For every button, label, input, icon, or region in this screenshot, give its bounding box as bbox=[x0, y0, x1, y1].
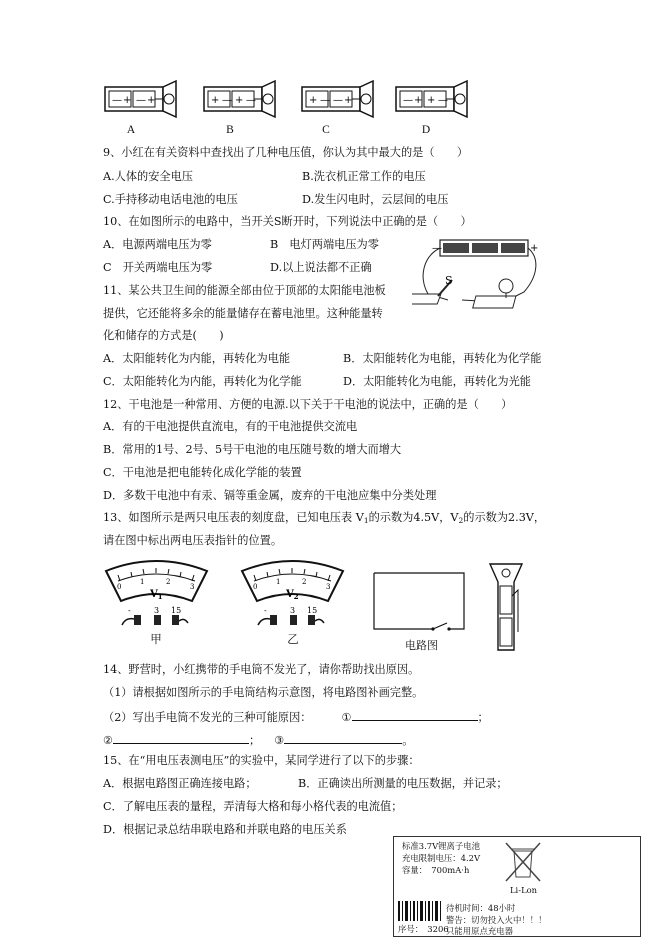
crossed-bin-icon bbox=[502, 841, 544, 883]
q12-option-a: A．有的干电池提供直流电，有的干电池提供交流电 bbox=[103, 420, 358, 433]
flashlight-label-b: B bbox=[226, 124, 234, 136]
battery-serial-text: 序号： 3206 bbox=[398, 924, 449, 934]
svg-text:—: — bbox=[136, 95, 146, 106]
flashlight-c-image bbox=[301, 79, 381, 119]
meter-a-caption: 甲 bbox=[150, 634, 162, 646]
q12-stem: 12、干电池是一种常用、方便的电源.以下关于干电池的说法中，正确的是（ ） bbox=[103, 398, 513, 411]
v1-terminal-minus: - bbox=[128, 606, 131, 615]
flashlight-label-a: A bbox=[126, 124, 136, 136]
q10-circuit-figure bbox=[412, 236, 546, 318]
q11-option-d: D．太阳能转化为电能，再转化为光能 bbox=[343, 375, 531, 388]
v2-symbol: $V_2$ bbox=[286, 589, 299, 601]
q11-option-c: C．太阳能转化为内能，再转化为化学能 bbox=[103, 375, 302, 388]
v2-terminal-15: 15 bbox=[307, 606, 318, 615]
q14-answer-blank-2[interactable] bbox=[113, 732, 249, 744]
q13-stem-line2: 请在图中标出两电压表指针的位置。 bbox=[103, 534, 283, 547]
circuit-diagram-figure bbox=[372, 571, 467, 633]
battery-warning-text: 警告：切勿投入火中！！！ bbox=[446, 915, 547, 925]
v2-scale-0: 0 bbox=[253, 583, 258, 591]
svg-text:—: — bbox=[432, 243, 442, 254]
svg-text:+: + bbox=[530, 243, 539, 254]
q13-stem-line1: 13、如图所示是两只电压表的刻度盘，已知电压表 $V_1$的示数为4.5V，$V_2$的示数为2.3V， bbox=[103, 511, 546, 525]
q15-step-c: C．了解电压表的量程，弄清每大格和每小格代表的电流值； bbox=[103, 800, 403, 813]
svg-text:+: + bbox=[344, 95, 353, 106]
q11-stem-line3: 化和储存的方式是( ) bbox=[103, 329, 224, 342]
circuit-diagram-caption: 电路图 bbox=[405, 639, 438, 652]
battery-label-line2: 充电限制电压：4.2V bbox=[402, 853, 480, 863]
q10-option-d: D.以上说法都不正确 bbox=[270, 261, 372, 274]
q10-option-c: C 开关两端电压为零 bbox=[103, 261, 213, 274]
v2-terminal-minus: - bbox=[264, 606, 267, 615]
v1-scale-2: 2 bbox=[166, 578, 171, 586]
v1-terminal-15: 15 bbox=[171, 606, 182, 615]
svg-text:—: — bbox=[438, 95, 448, 106]
q14-part1: （1）请根据如图所示的手电筒结构示意图，将电路图补画完整。 bbox=[103, 686, 424, 699]
svg-text:—: — bbox=[112, 95, 122, 106]
v2-scale-3: 3 bbox=[326, 583, 331, 591]
q11-option-b: B．太阳能转化为电能，再转化为化学能 bbox=[343, 352, 542, 365]
q15-stem: 15、在“用电压表测电压”的实验中，某同学进行了以下的步骤： bbox=[103, 754, 420, 767]
q14-answer-blank-1[interactable] bbox=[352, 709, 478, 721]
barcode-icon bbox=[398, 901, 442, 921]
v1-terminal-3: 3 bbox=[154, 606, 160, 615]
q12-option-d: D．多数干电池中有汞、镉等重金属，废弃的干电池应集中分类处理 bbox=[103, 489, 437, 502]
battery-charger-text: 只能用原点充电器 bbox=[446, 926, 513, 936]
q15-step-d: D．根据记录总结串联电路和并联电路的电压关系 bbox=[103, 823, 347, 836]
battery-label-line3: 容量： 700mA·h bbox=[402, 865, 470, 875]
battery-label-line1: 标准3.7V锂离子电池 bbox=[402, 841, 480, 851]
flashlight-label-d: D bbox=[421, 124, 431, 136]
svg-text:—: — bbox=[333, 95, 343, 106]
q11-option-a: A．太阳能转化为内能，再转化为电能 bbox=[103, 352, 291, 365]
v2-scale-2: 2 bbox=[302, 578, 307, 586]
flashlight-a-image bbox=[104, 79, 184, 119]
flashlight-d-image bbox=[395, 79, 475, 119]
svg-text:+: + bbox=[235, 95, 244, 106]
v2-scale-1: 1 bbox=[276, 578, 281, 586]
q14-stem: 14、野营时，小红携带的手电筒不发光了，请你帮助找出原因。 bbox=[103, 663, 420, 676]
battery-logo-text: Li-Lon bbox=[510, 885, 538, 895]
svg-text:—: — bbox=[222, 95, 232, 106]
battery-label-image bbox=[393, 836, 641, 937]
v1-scale-1: 1 bbox=[140, 578, 145, 586]
svg-text:—: — bbox=[403, 95, 413, 106]
q9-option-d: D.发生闪电时，云层间的电压 bbox=[302, 193, 449, 206]
svg-text:+: + bbox=[123, 95, 132, 106]
q9-option-b: B.洗衣机正常工作的电压 bbox=[302, 170, 426, 183]
svg-text:+: + bbox=[427, 95, 436, 106]
q14-answer-blank-3[interactable] bbox=[284, 732, 402, 744]
flashlight-label-c: C bbox=[322, 124, 330, 136]
q12-option-b: B．常用的1号、2号、5号干电池的电压随号数的增大而增大 bbox=[103, 443, 402, 456]
voltmeter-v2-figure bbox=[240, 557, 345, 629]
q9-stem: 9、小红在有关资料中查找出了几种电压值，你认为其中最大的是（ ） bbox=[103, 146, 469, 159]
v1-scale-3: 3 bbox=[190, 583, 195, 591]
q11-stem-line1: 11、某公共卫生间的能源全部由位于顶部的太阳能电池板 bbox=[103, 284, 386, 297]
v1-symbol: $V_1$ bbox=[150, 589, 163, 601]
svg-text:—: — bbox=[320, 95, 330, 106]
voltmeter-v1-figure bbox=[104, 557, 209, 629]
svg-text:+: + bbox=[309, 95, 318, 106]
battery-standby-text: 待机时间：48小时 bbox=[446, 903, 516, 913]
svg-text:+: + bbox=[414, 95, 423, 106]
flashlight-b-image bbox=[203, 79, 283, 119]
q9-option-c: C.手持移动电话电池的电压 bbox=[103, 193, 238, 206]
q11-stem-line2: 提供，它还能将多余的能量储存在蓄电池里。这种能量转 bbox=[103, 307, 383, 320]
flashlight-structure-figure bbox=[488, 562, 524, 654]
meter-b-caption: 乙 bbox=[287, 634, 299, 646]
v1-scale-0: 0 bbox=[117, 583, 122, 591]
q15-step-a: A．根据电路图正确连接电路； bbox=[103, 777, 257, 790]
q10-option-a: A．电源两端电压为零 bbox=[103, 238, 212, 251]
q10-stem: 10、在如图所示的电路中，当开关S断开时，下列说法中正确的是（ ） bbox=[103, 215, 472, 228]
q12-option-c: C．干电池是把电能转化成化学能的装置 bbox=[103, 466, 302, 479]
svg-text:+: + bbox=[147, 95, 156, 106]
q10-option-b: B 电灯两端电压为零 bbox=[270, 238, 379, 251]
q15-step-b: B．正确读出所测量的电压数据，并记录； bbox=[298, 777, 508, 790]
svg-text:+: + bbox=[211, 95, 220, 106]
q9-option-a: A.人体的安全电压 bbox=[103, 170, 193, 183]
switch-s-label: S bbox=[445, 274, 453, 287]
q14-part2: （2）写出手电筒不发光的三种可能原因： ① ； bbox=[103, 711, 489, 724]
q14-part2-cont: ② ； ③ 。 bbox=[103, 734, 414, 747]
svg-text:—: — bbox=[246, 95, 256, 106]
v2-terminal-3: 3 bbox=[290, 606, 296, 615]
